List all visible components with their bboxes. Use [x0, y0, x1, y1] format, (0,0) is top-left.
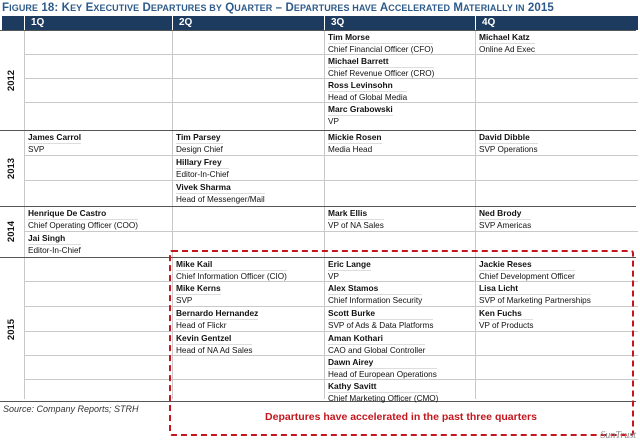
executive-role: Editor-In-Chief [28, 246, 81, 255]
executive-name: Michael Barrett [328, 56, 389, 66]
row-divider [0, 30, 636, 31]
executive-role: Head of Global Media [328, 93, 408, 102]
executive-role: Editor-In-Chief [176, 170, 229, 179]
highlight-dashed-box [169, 250, 634, 436]
row-divider [24, 180, 638, 181]
executive-role: Head of Flickr [176, 319, 258, 332]
executive-role: VP of Products [479, 321, 534, 330]
cell-2013-2q-row1 [173, 131, 223, 158]
executive-role: Chief Development Officer [479, 272, 575, 281]
executive-name: Jackie Reses [479, 259, 532, 269]
executive-name: Ned Brody [479, 208, 522, 218]
executive-role: Design Chief [176, 145, 223, 154]
cell-2014-1q-row1 [25, 207, 138, 234]
header-year-col [2, 16, 24, 30]
executive-name: Ross Levinsohn [328, 80, 393, 90]
source-note: Source: Company Reports; STRH [3, 404, 139, 414]
executive-role: SVP of Ads & Data Platforms [328, 321, 434, 330]
year-label-2012: 2012 [6, 69, 18, 91]
header-1q-label: 1Q [31, 17, 45, 28]
figure-title: FIGURE 18: KEY EXECUTIVE DEPARTURES BY QUARTER – DEPARTURES HAVE ACCELERATED MATERIALLY IN 2015 [2, 2, 554, 14]
year-label-2015: 2015 [6, 318, 18, 340]
cell-2012-3q-row2 [325, 55, 434, 82]
header-3q [325, 16, 475, 30]
executive-name: Jai Singh [28, 233, 66, 243]
cell-2012-3q-row3 [325, 79, 407, 106]
year-label-2014: 2014 [6, 220, 18, 243]
executive-role: Head of European Operations [328, 370, 437, 379]
executive-name: Aman Kothari [328, 333, 383, 343]
header-2q [173, 16, 324, 30]
executive-role: SVP [176, 294, 221, 307]
executive-role: Chief Revenue Officer (CRO) [328, 69, 435, 78]
header-3q-label: 3Q [331, 17, 345, 28]
executive-name: Kathy Savitt [328, 381, 377, 391]
executive-role: Chief Operating Officer (COO) [28, 221, 138, 230]
executive-name: Dawn Airey [328, 357, 374, 367]
cell-2012-3q-row1 [325, 31, 433, 58]
executive-name: Michael Katz [479, 32, 530, 42]
cell-2013-4q-row1 [476, 131, 538, 158]
executive-name: Kevin Gentzel [176, 333, 232, 343]
executive-name: Henrique De Castro [28, 208, 107, 218]
year-label-2013: 2013 [6, 157, 18, 179]
cell-2013-3q-row1 [325, 131, 382, 158]
executive-role: Chief Financial Officer (CFO) [328, 45, 434, 54]
executive-name: Tim Parsey [176, 132, 221, 142]
cell-2014-3q-row1 [325, 207, 384, 234]
cell-2013-2q-row2 [173, 156, 229, 183]
executive-role: Online Ad Exec [479, 45, 535, 54]
row-divider [0, 130, 636, 131]
executive-role: SVP of Marketing Partnerships [479, 296, 591, 305]
header-4q [476, 16, 638, 30]
executive-name: Ken Fuchs [479, 308, 522, 318]
executive-name: Alex Stamos [328, 283, 379, 293]
executive-role: SVP Operations [479, 145, 538, 154]
executive-role: VP of NA Sales [328, 221, 384, 230]
executive-role: Chief Marketing Officer (CMO) [328, 394, 439, 403]
executive-role: Chief Information Security [328, 296, 423, 305]
suntrust-logo: SunTrust [600, 430, 636, 441]
executive-role: SVP Americas [479, 221, 532, 230]
executive-name: Mickie Rosen [328, 132, 382, 142]
executive-role: Chief Information Officer (CIO) [176, 272, 287, 281]
executive-role: VP [328, 115, 393, 128]
cell-2013-1q-row1 [25, 131, 81, 158]
executive-name: Mike Kerns [176, 283, 221, 293]
executive-name: Mark Ellis [328, 208, 368, 218]
header-1q [25, 16, 172, 30]
cell-2014-1q-row2 [25, 232, 81, 259]
executive-role: CAO and Global Controller [328, 346, 426, 355]
executive-name: Lisa Licht [479, 283, 519, 293]
header-2q-label: 2Q [179, 17, 193, 28]
highlight-annotation: Departures have accelerated in the past three quarters [265, 411, 537, 423]
executive-name: David Dibble [479, 132, 530, 142]
cell-2012-4q-row1 [476, 31, 535, 58]
executive-role: VP [328, 270, 371, 283]
executive-role: Media Head [328, 143, 382, 156]
executive-role: SVP [28, 143, 81, 156]
cell-2012-3q-row4 [325, 103, 393, 130]
executive-name: James Carrol [28, 132, 82, 142]
executive-role: Head of Messenger/Mail [176, 195, 265, 204]
executive-name: Eric Lange [328, 259, 371, 269]
executive-name: Vivek Sharma [176, 182, 231, 192]
cell-2014-4q-row1 [476, 207, 531, 234]
executive-name: Hillary Frey [176, 157, 222, 167]
executive-name: Scott Burke [328, 308, 376, 318]
executive-role: Head of NA Ad Sales [176, 346, 253, 355]
cell-2013-2q-row3 [173, 181, 265, 208]
executive-name: Marc Grabowski [328, 104, 393, 114]
executive-name: Mike Kail [176, 259, 213, 269]
executive-name: Bernardo Hernandez [176, 308, 259, 318]
header-4q-label: 4Q [482, 17, 496, 28]
executive-name: Tim Morse [328, 32, 370, 42]
